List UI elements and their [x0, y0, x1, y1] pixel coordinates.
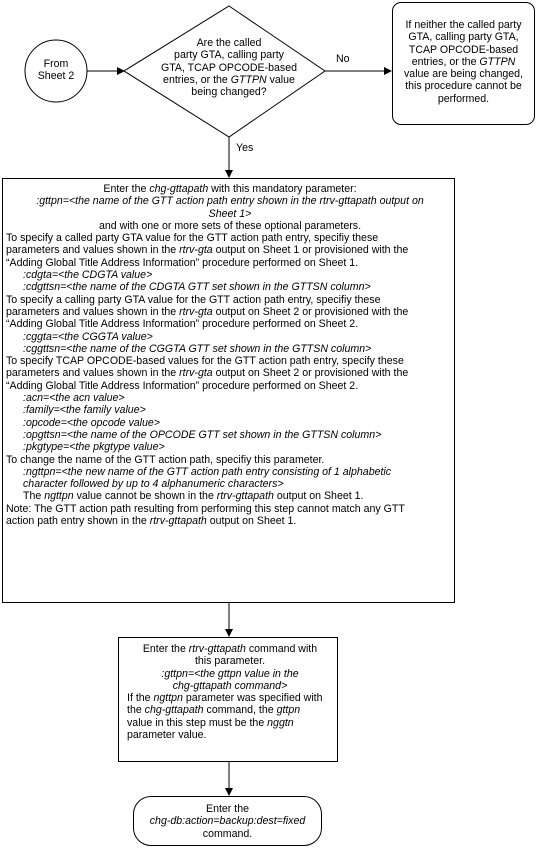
- decision-line-5: being changed?: [191, 86, 267, 99]
- decision-line-1: Are the called: [196, 37, 262, 49]
- end-line-2: chg-db:action=backup:dest=fixed: [149, 815, 306, 828]
- decision-line-4: entries, or the GTTPN value: [163, 73, 295, 86]
- no-box-line-3: TCAP OPCODE-based: [408, 43, 519, 56]
- main-line-18: :acn=<the acn value>: [23, 392, 125, 405]
- rtrv-line-2: this parameter.: [194, 655, 266, 668]
- no-box-line-4: entries, or the GTTPN: [411, 55, 516, 68]
- main-line-12: “Adding Global Title Address Information” procedure performed on Sheet 2.: [6, 318, 359, 331]
- no-box-line-1: If neither the called party: [405, 19, 522, 31]
- main-line-5: To specify a called party GTA value for the GTT action path entry, specifiy these: [6, 232, 379, 245]
- decision-text: [145, 37, 313, 98]
- rtrv-line-3: :gttpn=<the gttpn value in the: [161, 667, 299, 680]
- main-line-3: Sheet 1>: [208, 207, 252, 220]
- rtrv-gttapath-step-box: [118, 637, 338, 762]
- end-line-3: command.: [202, 827, 253, 840]
- rtrv-line-1: Enter the rtrv-gttapath command with: [142, 643, 318, 655]
- main-line-16: parameters and values shown in the rtrv-gta output on Sheet 2 or provisioned with the: [6, 367, 409, 380]
- end-line-1: Enter the: [206, 803, 249, 815]
- main-line-21: :opgttsn=<the name of the OPCODE GTT set shown in the GTTSN column>: [23, 428, 382, 441]
- rtrv-line-4: chg-gttapath command>: [172, 679, 288, 692]
- decision-line-3: GTA, TCAP OPCODE-based: [161, 61, 297, 74]
- no-box-line-7: performed.: [437, 92, 490, 105]
- main-line-4: and with one or more sets of these optional parameters.: [98, 219, 362, 232]
- no-outcome-box: [392, 2, 535, 125]
- chg-gttapath-step-box: [2, 178, 455, 603]
- backup-step-box: [133, 796, 322, 846]
- main-line-6: parameters and values shown in the rtrv-gta output on Sheet 1 or provisioned with the: [6, 244, 409, 257]
- yes-label: Yes: [236, 142, 254, 154]
- main-line-27: Note: The GTT action path resulting from performing this step cannot match any GTT: [6, 502, 405, 515]
- main-line-15: To specify TCAP OPCODE-based values for the GTT action path entry, specify these: [6, 355, 404, 368]
- main-line-1: Enter the chg-gttapath with this mandatory parameter:: [103, 183, 357, 195]
- main-line-25: character followed by up to 4 alphanumeric characters>: [23, 478, 284, 491]
- no-box-line-5: value are being changed,: [404, 68, 523, 81]
- main-line-8: :cdgta=<the CDGTA value>: [23, 269, 153, 282]
- main-line-26: The ngttpn value cannot be shown in the rtrv-gttapath output on Sheet 1.: [23, 490, 364, 503]
- rtrv-line-5: If the ngttpn parameter was specified with: [127, 692, 323, 705]
- main-line-23: To change the name of the GTT action path, specifiy this parameter.: [6, 453, 325, 466]
- decision-line-2: party GTA, calling party: [174, 49, 284, 62]
- rtrv-line-7: value in this step must be the nggtn: [127, 716, 294, 729]
- main-line-9: :cdgttsn=<the name of the CDGTA GTT set shown in the GTTSN column>: [23, 281, 371, 294]
- start-line-2: Sheet 2: [37, 70, 75, 83]
- main-line-7: “Adding Global Title Address Information” procedure performed on Sheet 1.: [6, 256, 359, 269]
- no-box-line-2: GTA, calling party GTA,: [408, 31, 519, 44]
- rtrv-line-8: parameter value.: [127, 729, 207, 742]
- no-box-line-6: this procedure cannot be: [405, 80, 522, 93]
- main-line-13: :cggta=<the CGGTA value>: [23, 330, 153, 343]
- main-line-24: :ngttpn=<the new name of the GTT action path entry consisting of 1 alphabetic: [23, 465, 392, 478]
- main-line-14: :cggttsn=<the name of the CGGTA GTT set shown in the GTTSN column>: [23, 342, 372, 355]
- main-line-2: :gttpn=<the name of the GTT action path entry shown in the rtrv-gttapath output on: [36, 195, 424, 208]
- main-line-10: To specify a calling party GTA value for the GTT action path entry, specifiy these: [6, 293, 381, 306]
- main-line-17: “Adding Global Title Address Information” procedure performed on Sheet 2.: [6, 379, 359, 392]
- no-label: No: [336, 53, 350, 65]
- rtrv-line-6: the chg-gttapath command, the gttpn: [127, 704, 301, 717]
- main-line-11: parameters and values shown in the rtrv-gta output on Sheet 2 or provisioned with the: [6, 305, 409, 318]
- start-connector: [25, 58, 87, 83]
- main-line-20: :opcode=<the opcode value>: [23, 416, 160, 429]
- main-line-22: :pkgtype=<the pkgtype value>: [23, 441, 165, 454]
- main-line-19: :family=<the family value>: [23, 404, 146, 417]
- start-line-1: From: [43, 58, 69, 70]
- main-line-28: action path entry shown in the rtrv-gttapath output on Sheet 1.: [6, 515, 297, 528]
